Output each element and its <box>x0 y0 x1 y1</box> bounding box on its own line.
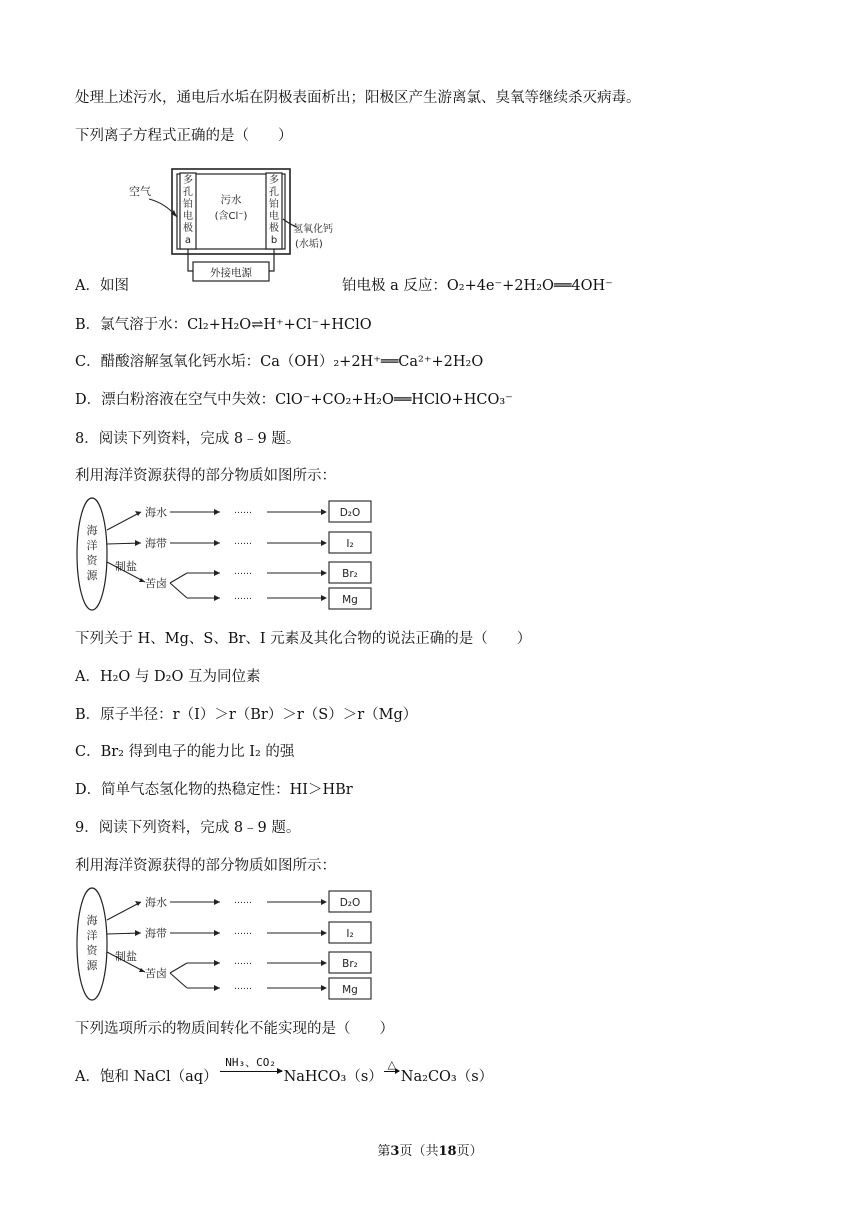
q9-option-a <box>75 1056 494 1087</box>
svg-text:……: …… <box>234 506 252 516</box>
reaction-arrow-2 <box>383 1058 401 1087</box>
svg-text:洋: 洋 <box>86 929 98 942</box>
svg-text:极: 极 <box>183 223 193 234</box>
svg-text:资: 资 <box>86 944 98 957</box>
power-label: 外接电源 <box>210 267 252 279</box>
q7-option-d: D．漂白粉溶液在空气中失效：ClO⁻+CO₂+H₂O══HClO+HCO₃⁻ <box>75 392 513 408</box>
reaction-arrow-1 <box>218 1056 284 1087</box>
svg-text:海: 海 <box>86 524 98 537</box>
svg-text:……: …… <box>234 537 252 547</box>
svg-text:I₂: I₂ <box>346 928 354 940</box>
svg-text:Mg: Mg <box>342 984 358 996</box>
reaction-arrow-1-condition: NH₃、CO₂ <box>225 1056 276 1069</box>
q8-option-d: D．简单气态氢化物的热稳定性：HI＞HBr <box>75 782 353 798</box>
svg-text:Br₂: Br₂ <box>342 958 358 970</box>
svg-text:海水: 海水 <box>145 506 167 519</box>
solution-ion-label: (含Cl⁻) <box>214 211 248 222</box>
svg-text:电: 电 <box>183 211 193 222</box>
svg-text:Mg: Mg <box>342 594 358 606</box>
q8-option-c: C．Br₂ 得到电子的能力比 I₂ 的强 <box>75 744 295 760</box>
ocean-resources-diagram <box>75 494 385 618</box>
svg-text:a: a <box>184 235 192 246</box>
reaction-arrow-2-condition: △ <box>387 1058 397 1071</box>
svg-text:海带: 海带 <box>145 537 167 550</box>
svg-text:多: 多 <box>183 175 193 186</box>
q9-stem: 下列选项所示的物质间转化不能实现的是（ ） <box>75 1021 394 1037</box>
svg-text:……: …… <box>234 592 252 602</box>
svg-text:……: …… <box>234 982 252 992</box>
svg-text:……: …… <box>234 567 252 577</box>
svg-text:海: 海 <box>86 914 98 927</box>
q8-option-b: B．原子半径：r（I）＞r（Br）＞r（S）＞r（Mg） <box>75 707 418 723</box>
solution-label: 污水 <box>220 194 242 206</box>
svg-text:D₂O: D₂O <box>339 897 361 909</box>
svg-text:铂: 铂 <box>183 199 193 210</box>
ocean-resources-diagram-2 <box>75 884 385 1008</box>
total-pages: 18 <box>438 1144 457 1159</box>
page-footer: 第3页（共18页） <box>377 1144 483 1159</box>
q8-option-a: A．H₂O 与 D₂O 互为同位素 <box>75 669 261 685</box>
intro-line: 处理上述污水，通电后水垢在阴极表面析出；阳极区产生游离氯、臭氧等继续杀灭病毒。 <box>75 90 641 106</box>
svg-text:b: b <box>270 235 278 246</box>
svg-text:资: 资 <box>86 554 98 567</box>
q9-option-a-reactant: A．饱和 NaCl（aq） <box>75 1069 218 1085</box>
svg-text:铂: 铂 <box>269 199 279 210</box>
svg-text:海带: 海带 <box>145 927 167 940</box>
svg-text:苦卤: 苦卤 <box>145 577 167 590</box>
q7-option-a: 铂电极 a 反应：O₂+4e⁻+2H₂O══4OH⁻ <box>342 278 613 294</box>
scale-note: (水垢) <box>295 239 323 250</box>
svg-text:电: 电 <box>269 211 279 222</box>
q7-option-b: B．氯气溶于水：Cl₂+H₂O⇌H⁺+Cl⁻+HClO <box>75 317 372 333</box>
svg-text:极: 极 <box>269 223 279 234</box>
svg-text:苦卤: 苦卤 <box>145 967 167 980</box>
q8-header: 8．阅读下列资料，完成 8﹣9 题。 <box>75 431 301 447</box>
q9-option-a-product: Na₂CO₃（s） <box>400 1069 494 1085</box>
svg-text:……: …… <box>234 957 252 967</box>
scale-label: 氢氧化钙 <box>293 224 333 235</box>
svg-text:海水: 海水 <box>145 896 167 909</box>
svg-text:孔: 孔 <box>269 187 279 198</box>
q7-option-c: C．醋酸溶解氢氧化钙水垢：Ca（OH）₂+2H⁺══Ca²⁺+2H₂O <box>75 354 484 370</box>
svg-text:……: …… <box>234 896 252 906</box>
svg-text:孔: 孔 <box>183 187 193 198</box>
q7-stem: 下列离子方程式正确的是（ ） <box>75 128 293 144</box>
svg-text:洋: 洋 <box>86 539 98 552</box>
electrolysis-diagram <box>125 165 345 290</box>
svg-text:I₂: I₂ <box>346 538 354 550</box>
q7-option-a-prefix: A．如图 <box>75 278 129 294</box>
page-number: 3 <box>390 1144 400 1159</box>
q9-option-a-intermediate: NaHCO₃（s） <box>283 1069 383 1085</box>
svg-text:制盐: 制盐 <box>115 950 137 963</box>
q8-lead: 利用海洋资源获得的部分物质如图所示： <box>75 468 336 484</box>
q9-header: 9．阅读下列资料，完成 8﹣9 题。 <box>75 820 301 836</box>
svg-text:D₂O: D₂O <box>339 507 361 519</box>
svg-text:多: 多 <box>269 175 279 186</box>
q8-stem: 下列关于 H、Mg、S、Br、I 元素及其化合物的说法正确的是（ ） <box>75 631 532 647</box>
svg-text:源: 源 <box>86 569 98 582</box>
svg-text:制盐: 制盐 <box>115 560 137 573</box>
q9-lead: 利用海洋资源获得的部分物质如图所示： <box>75 858 336 874</box>
svg-text:源: 源 <box>86 959 98 972</box>
air-label: 空气 <box>129 185 151 198</box>
svg-text:Br₂: Br₂ <box>342 568 358 580</box>
svg-text:……: …… <box>234 927 252 937</box>
